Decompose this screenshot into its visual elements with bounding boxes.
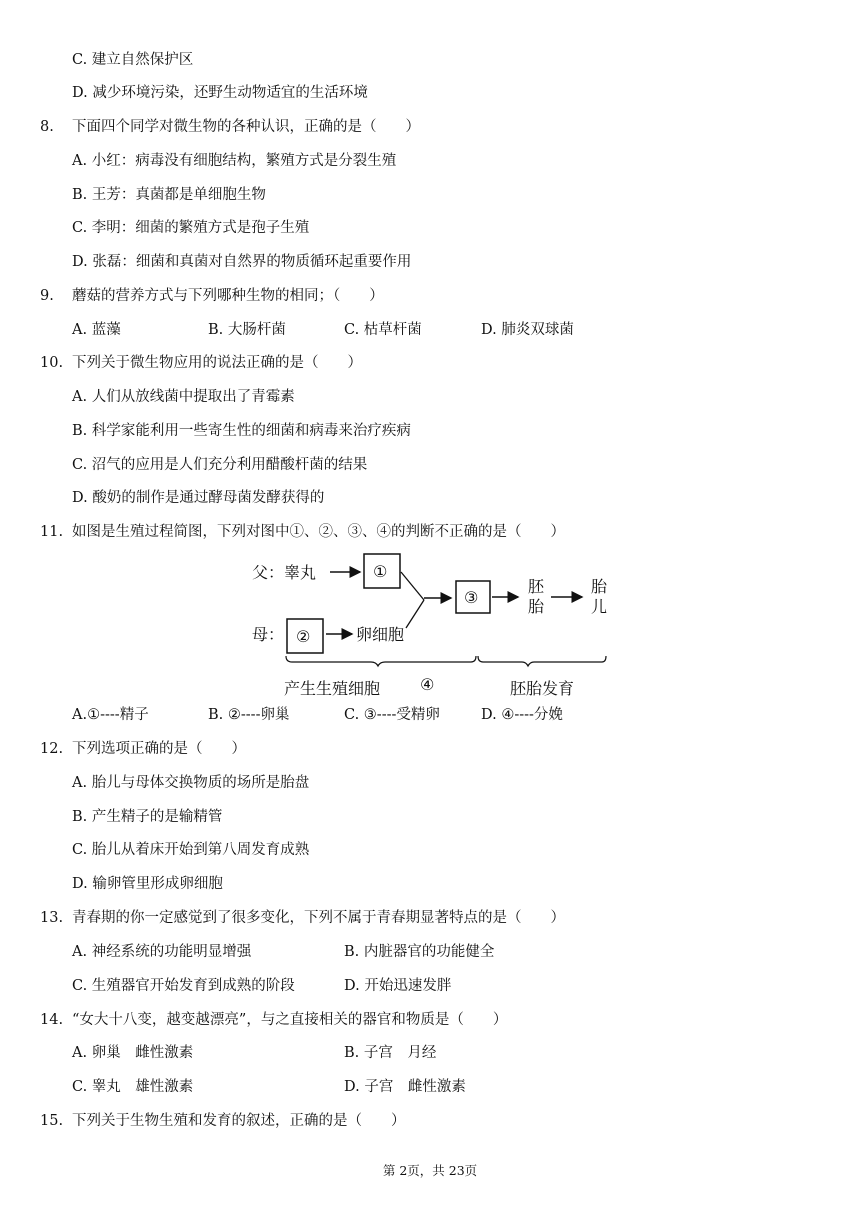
- q9-option-d: D. 肺炎双球菌: [481, 322, 574, 338]
- box-2-label: ②: [296, 627, 311, 646]
- q14-option-b: B. 子宫 月经: [344, 1045, 437, 1061]
- q11-option-d: D. ④----分娩: [481, 707, 563, 723]
- q10-option-a: A. 人们从放线菌中提取出了青霉素: [72, 389, 295, 405]
- stage-3-label: 胚胎发育: [510, 679, 575, 698]
- fetus-label-2: 儿: [591, 597, 608, 616]
- stage-1-label: 产生生殖细胞: [284, 679, 381, 698]
- fetus-label-1: 胎: [591, 577, 608, 596]
- q13-option-d: D. 开始迅速发胖: [344, 978, 452, 994]
- line-egg-to-merge: [406, 600, 424, 628]
- q7-option-d: D. 减少环境污染，还野生动物适宜的生活环境: [72, 85, 368, 101]
- box-3-label: ③: [464, 588, 479, 607]
- q11-option-a: A.①----精子: [72, 707, 149, 723]
- q7-option-c: C. 建立自然保护区: [72, 52, 194, 68]
- father-label: 父：睾丸: [252, 563, 317, 582]
- box-1-label: ①: [373, 562, 388, 581]
- q14-option-a: A. 卵巢 雌性激素: [72, 1045, 194, 1061]
- q8-option-a: A. 小红：病毒没有细胞结构，繁殖方式是分裂生殖: [72, 153, 397, 169]
- q9-option-a: A. 蓝藻: [72, 322, 121, 338]
- q10-option-d: D. 酸奶的制作是通过酵母菌发酵获得的: [72, 490, 325, 506]
- egg-label: 卵细胞: [356, 625, 405, 644]
- q14-option-c: C. 睾丸 雄性激素: [72, 1079, 194, 1095]
- q8-option-b: B. 王芳：真菌都是单细胞生物: [72, 187, 266, 203]
- q12-option-a: A. 胎儿与母体交换物质的场所是胎盘: [72, 775, 310, 791]
- q10-option-b: B. 科学家能利用一些寄生性的细菌和病毒来治疗疾病: [72, 423, 411, 439]
- q11-option-c: C. ③----受精卵: [344, 707, 440, 723]
- q12-option-b: B. 产生精子的是输精管: [72, 809, 223, 825]
- line-1-to-merge: [401, 572, 424, 600]
- brace-stage-3: [478, 656, 606, 666]
- q9-option-b: B. 大肠杆菌: [208, 322, 286, 338]
- page-footer: 第 2页，共 23页: [382, 1163, 478, 1178]
- q12-option-d: D. 输卵管里形成卵细胞: [72, 876, 223, 892]
- q13-option-b: B. 内脏器官的功能健全: [344, 944, 495, 960]
- q10-option-c: C. 沼气的应用是人们充分利用醋酸杆菌的结果: [72, 457, 368, 473]
- embryo-label-2: 胎: [528, 597, 545, 616]
- q11-option-b: B. ②----卵巢: [208, 707, 290, 723]
- q8-option-d: D. 张磊：细菌和真菌对自然界的物质循环起重要作用: [72, 254, 412, 270]
- q12-option-c: C. 胎儿从着床开始到第八周发育成熟: [72, 842, 310, 858]
- q13-option-c: C. 生殖器官开始发育到成熟的阶段: [72, 978, 295, 994]
- q8-option-c: C. 李明：细菌的繁殖方式是孢子生殖: [72, 220, 310, 236]
- embryo-label-1: 胚: [528, 577, 545, 596]
- q9-option-c: C. 枯草杆菌: [344, 322, 422, 338]
- q14-option-d: D. 子宫 雌性激素: [344, 1079, 466, 1095]
- brace-stage-1: [286, 656, 476, 666]
- mother-label: 母：: [252, 625, 285, 644]
- q13-option-a: A. 神经系统的功能明显增强: [72, 944, 252, 960]
- stage-2-label: ④: [420, 675, 435, 694]
- reproduction-diagram: [246, 548, 616, 700]
